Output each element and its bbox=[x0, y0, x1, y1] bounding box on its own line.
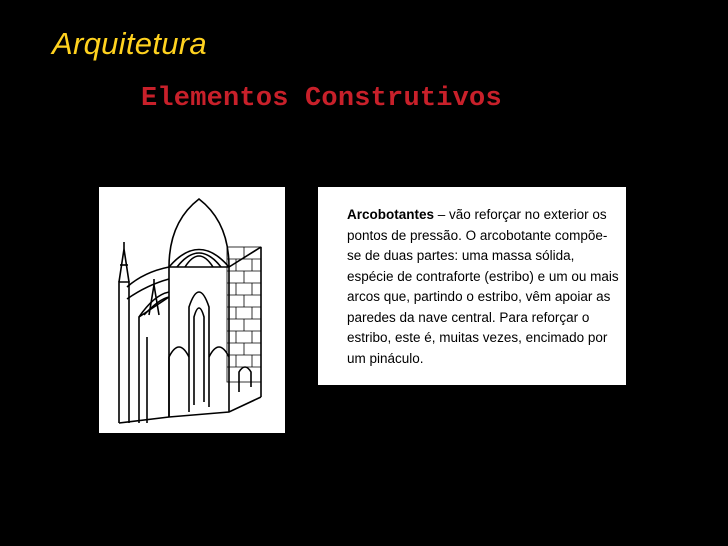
flying-buttress-illustration bbox=[99, 187, 285, 433]
slide-subtitle: Elementos Construtivos bbox=[141, 84, 502, 114]
term-label: Arcobotantes bbox=[347, 207, 435, 222]
term-description: – vão reforçar no exterior os pontos de pressão. O arcobotante compõe-se de duas partes: uma massa sólida, espécie de contraforte (estribo) e um ou mais arcos que, partindo o estribo, vêm apoiar as paredes da nave central. Para reforçar o estribo, este é, muitas vezes, encimado por um pináculo. bbox=[347, 207, 619, 366]
description-text bbox=[347, 205, 621, 369]
slide-title: Arquitetura bbox=[52, 26, 207, 61]
description-box bbox=[318, 187, 626, 385]
